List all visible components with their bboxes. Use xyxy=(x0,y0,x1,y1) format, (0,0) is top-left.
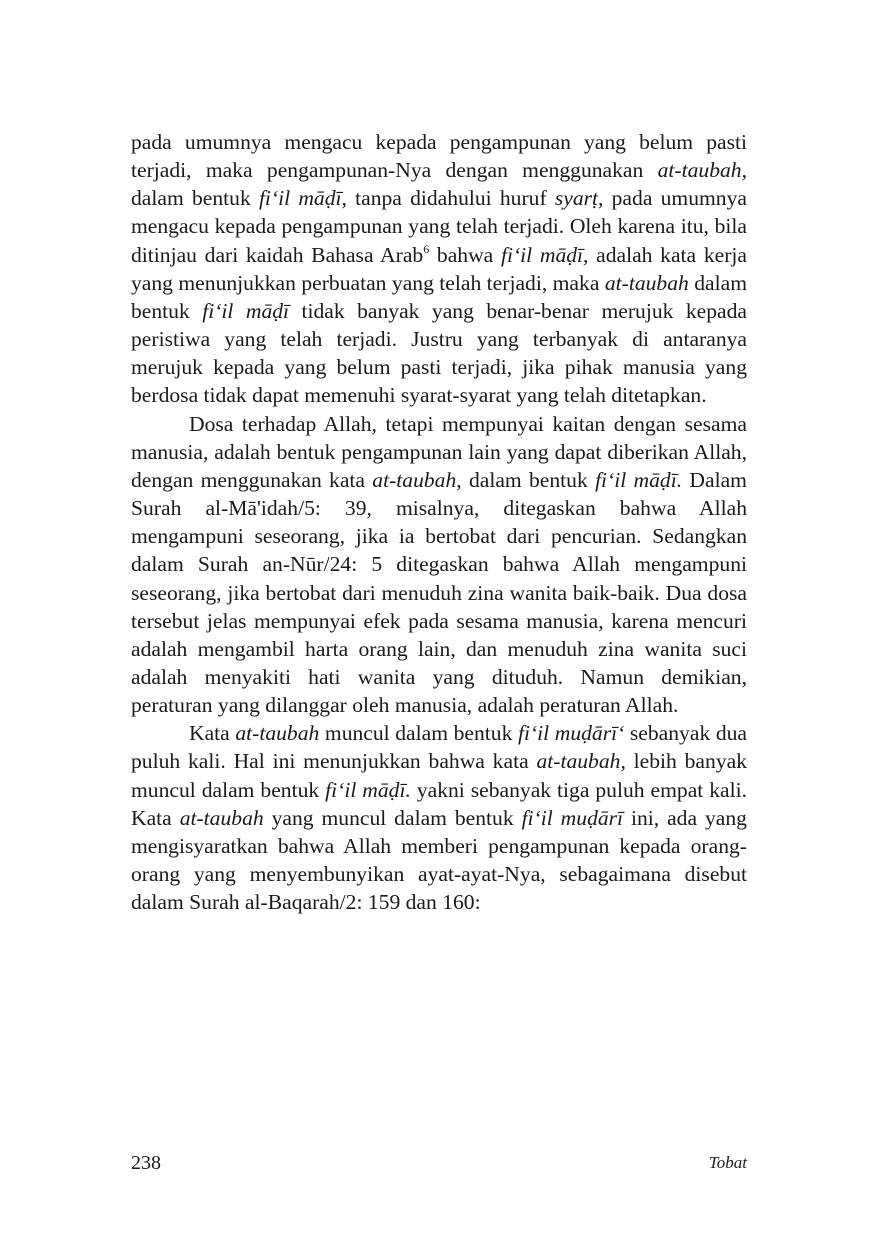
italic-term: at-taubah xyxy=(179,805,264,830)
italic-term: fi‘il māḍī, xyxy=(500,242,589,267)
text-run: , dalam bentuk xyxy=(456,467,596,492)
text-run: pada umumnya mengacu kepada pengampunan yang belum pasti terjadi, maka pengampunan-Nya dengan menggunakan xyxy=(131,130,747,183)
body-text xyxy=(131,128,747,916)
paragraph-1 xyxy=(131,128,747,410)
italic-term: fi‘il māḍī. xyxy=(595,467,683,492)
paragraph-3 xyxy=(131,719,747,916)
italic-term: fi‘il māḍī xyxy=(202,298,290,323)
text-run: Dalam Surah al-Mā'idah/5: 39, misalnya, ditegaskan bahwa Allah mengampuni seseorang, jika ia bertobat dari pencurian. Sedangkan dalam Surah an-Nūr/24: 5 ditegaskan bahwa Allah mengampuni seseorang, jika bertobat dari menuduh zina wanita baik-baik. Dua dosa tersebut jelas mempunyai efek pada sesama manusia, karena mencuri adalah mengambil harta orang lain, dan menuduh zina wanita suci adalah menyakiti hati wanita yang dituduh. Namun demikian, peraturan yang dilanggar oleh manusia, adalah peraturan Allah. xyxy=(131,467,747,718)
text-run: sebanyak dua puluh kali. Hal ini menunjukkan bahwa kata xyxy=(131,721,747,774)
text-run: yang muncul dalam bentuk xyxy=(263,805,522,830)
text-run: lebih banyak muncul dalam bentuk xyxy=(131,749,747,802)
text-run: Kata xyxy=(189,721,236,746)
italic-term: fi‘il māḍī, xyxy=(258,186,347,211)
paragraph-2 xyxy=(131,410,747,720)
italic-term: fi‘il māḍī. xyxy=(325,777,411,802)
running-title: Tobat xyxy=(708,1153,747,1172)
page-number: 238 xyxy=(131,1152,161,1174)
italic-term: fi‘il muḍārī‘ xyxy=(517,721,625,746)
text-run: bahwa xyxy=(429,242,501,267)
text-run: , dalam bentuk xyxy=(131,158,747,211)
text-run: Dosa terhadap Allah, tetapi mempunyai kaitan dengan sesama manusia, adalah bentuk pengampunan lain yang dapat diberikan Allah, dengan menggunakan kata xyxy=(131,411,747,492)
text-run: yakni sebanyak tiga puluh empat kali. Kata xyxy=(131,777,747,830)
footnote-ref: 6 xyxy=(423,241,430,256)
italic-term: at-taubah xyxy=(604,270,689,295)
italic-term: syarṭ, xyxy=(554,186,604,211)
italic-term: at-taubah xyxy=(657,158,742,183)
text-run: ini, ada yang mengisyaratkan bahwa Allah memberi pengampunan kepada orang-orang yang menyembunyikan ayat-ayat-Nya, sebagaimana disebut dalam Surah al-Baqarah/2: 159 dan 160: xyxy=(131,805,747,915)
text-run: pada umumnya mengacu kepada pengampunan yang telah terjadi. Oleh karena itu, bila ditinjau dari kaidah Bahasa Arab xyxy=(131,186,747,267)
text-run: adalah kata kerja yang menunjukkan perbuatan yang telah terjadi, maka xyxy=(131,242,747,295)
text-run: tidak banyak yang benar-benar merujuk kepada peristiwa yang telah terjadi. Justru yang terbanyak di antaranya merujuk kepada yang belum pasti terjadi, jika pihak manusia yang berdosa tidak dapat memenuhi syarat-syarat yang telah ditetapkan. xyxy=(131,298,747,408)
italic-term: fi‘il muḍārī xyxy=(521,805,624,830)
italic-term: at-taubah xyxy=(372,467,457,492)
text-run: muncul dalam bentuk xyxy=(319,721,518,746)
italic-term: at-taubah xyxy=(235,721,320,746)
text-run: dalam bentuk xyxy=(131,270,747,323)
text-run: tanpa didahului huruf xyxy=(346,186,555,211)
italic-term: at-taubah, xyxy=(536,749,626,774)
